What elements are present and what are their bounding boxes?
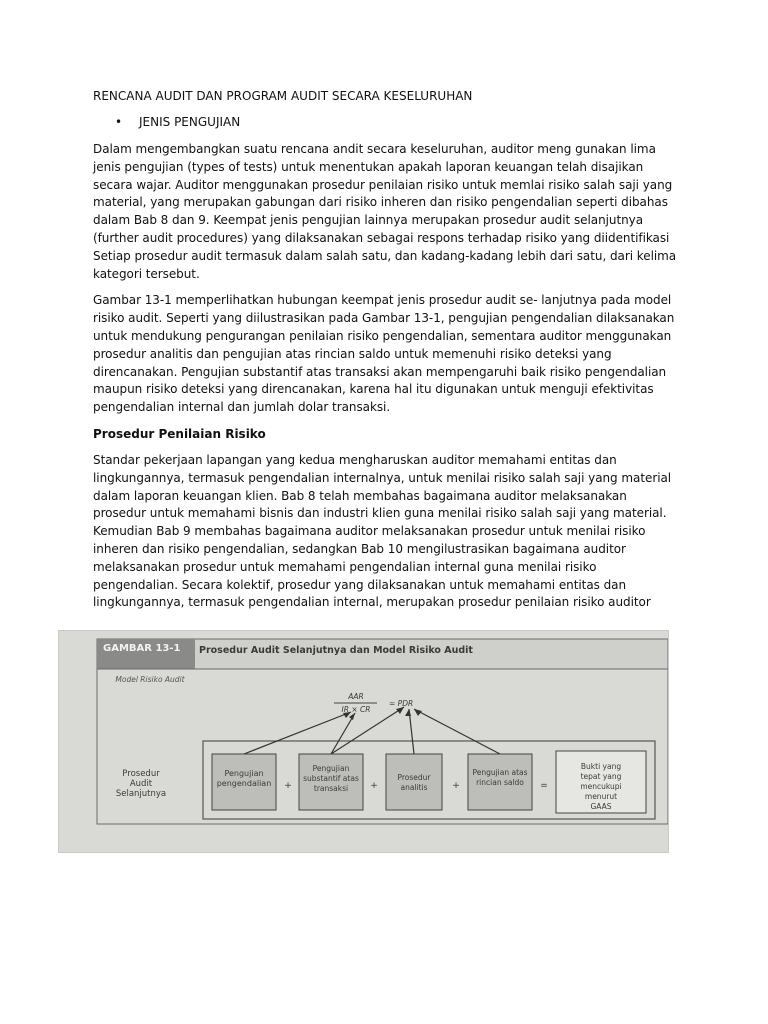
paragraph-3: Standar pekerjaan lapangan yang kedua mengharuskan auditor memahami entitas dan lingkungannya, termasuk pengendalian internalnya, untuk menilai risiko salah saji yang material dalam laporan keuangan klien. Bab 8 telah membahas bagaimana auditor melaksanakan prosedur untuk memahami bisnis dan industri klien guna menilai risiko salah saji yang material. Kemudian Bab 9 membahas bagaimana auditor melaksanakan prosedur untuk menilai risiko inheren dan risiko pengendalian, sedangkan Bab 10 mengilustrasikan bagaimana auditor melaksanakan prosedur untuk memahami pengendalian internal guna menilai risiko pengendalian. Secara kolektif, prosedur yang dilaksanakan untuk memahami entitas dan lingkungannya, termasuk pengendalian internal, merupakan prosedur penilaian risiko auditor [93,452,672,610]
plus-sign-3: + [452,781,460,791]
bullet-icon: • [115,115,123,129]
plus-sign-2: + [370,781,378,791]
formula-rhs: = PDR [389,699,414,708]
formula-numerator: AAR [348,692,364,701]
figure-label: GAMBAR 13-1 [103,643,181,654]
equals-sign: = [540,781,548,791]
box-pengujian-rincian-saldo: Pengujian atas rincian saldo [472,768,528,787]
bullet-item [93,114,678,130]
figure-left-label: Prosedur Audit Selanjutnya [115,769,167,799]
figure-caption: Prosedur Audit Selanjutnya dan Model Risiko Audit [199,645,473,656]
document-body [93,88,678,621]
paragraph-1: Dalam mengembangkan suatu rencana andit secara keseluruhan, auditor meng gunakan lima jenis pengujian (types of tests) untuk menentukan apakah laporan keuangan telah disajikan secara wajar. Auditor menggunakan prosedur penilaian risiko untuk memlai risiko salah saji yang material, yang merupakan gabungan dari risiko inheren dan risiko pengendalian seperti dibahas dalam Bab 8 dan 9. Keempat jenis pengujian lainnya merupakan prosedur audit selanjutnya (further audit procedures) yang dilaksanakan sebagai respons terhadap risiko yang diidentifikasi Setiap prosedur audit termasuk dalam salah satu, dan kadang-kadang lebih dari satu, dari kelima kategori tersebut. [93,142,677,281]
box-result-evidence: Bukti yang tepat yang mencukupi menurut GAAS [580,762,622,811]
bullet-text: JENIS PENGUJIAN [139,115,241,129]
box-pengujian-substantif: Pengujian substantif atas transaksi [303,764,359,793]
figure-model-label: Model Risiko Audit [115,675,185,684]
plus-sign-1: + [284,781,292,791]
box-pengujian-pengendalian: Pengujian pengendalian [216,769,272,788]
document-title: RENCANA AUDIT DAN PROGRAM AUDIT SECARA KESELURUHAN [93,89,473,103]
formula-denominator: IR × CR [341,705,371,714]
figure-graphics [59,631,668,852]
figure-image [58,630,669,853]
section-heading: Prosedur Penilaian Risiko [93,426,266,441]
box-prosedur-analitis: Prosedur analitis [397,773,431,792]
paragraph-2: Gambar 13-1 memperlihatkan hubungan keempat jenis prosedur audit se- lanjutnya pada model risiko audit. Seperti yang diilustrasikan pada Gambar 13-1, pengujian pengendalian dilaksanakan untuk mendukung pengurangan penilaian risiko pengendalian, sementara auditor menggunakan prosedur analitis dan pengujian atas rincian saldo untuk memenuhi risiko deteksi yang direncanakan. Pengujian substantif atas transaksi akan mempengaruhi baik risiko pengendalian maupun risiko deteksi yang direncanakan, karena hal itu digunakan untuk menguji efektivitas pengendalian internal dan jumlah dolar transaksi. [93,293,675,415]
